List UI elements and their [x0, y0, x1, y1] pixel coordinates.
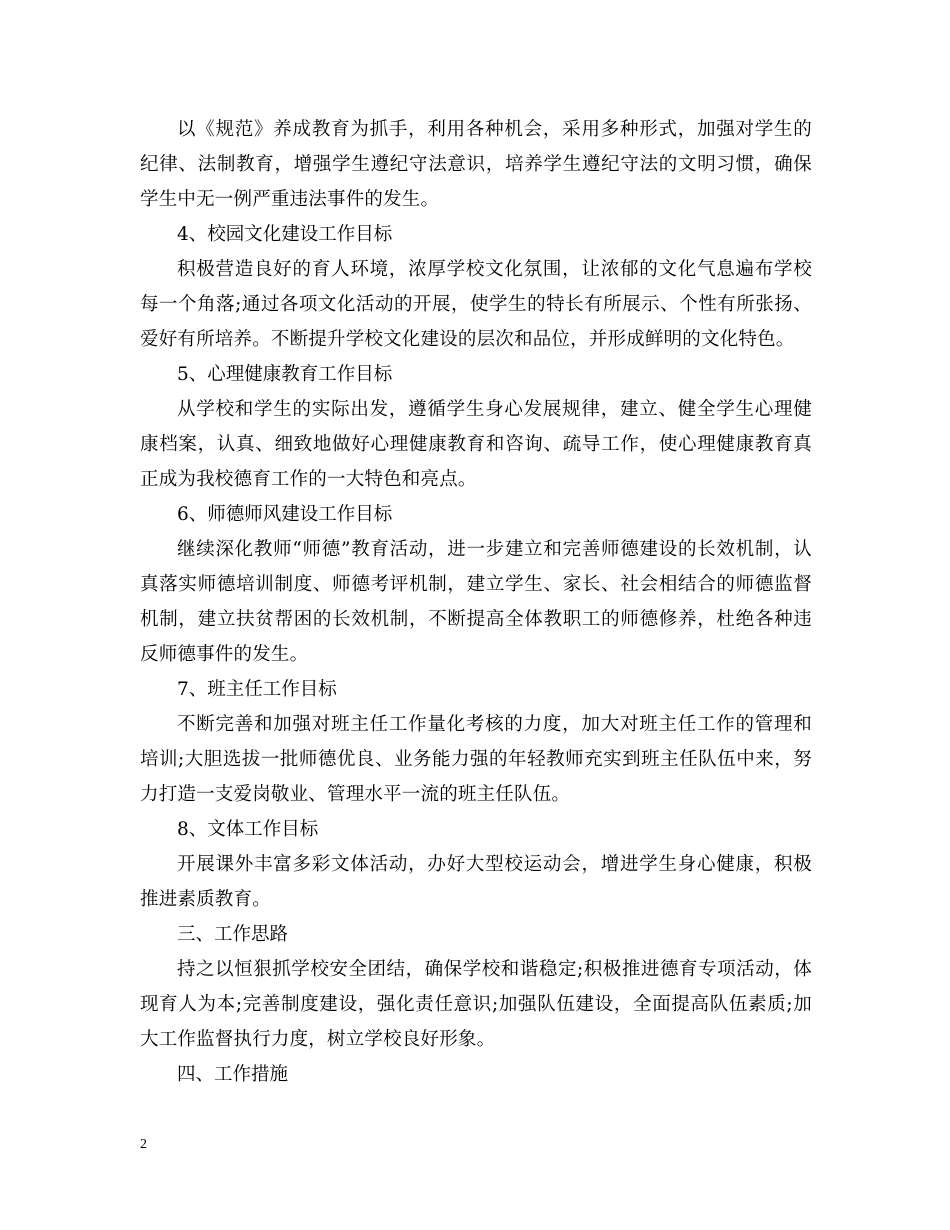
page-number: 2 [140, 1137, 147, 1152]
heading-work-measures: 四、工作措施 [177, 1064, 289, 1085]
paragraph-work-approach: 持之以恒狠抓学校安全团结，确保学校和谐稳定;积极推进德育专项活动，体现育人为本;完善制度建设，强化责任意识;加强队伍建设，全面提高队伍素质;加大工作监督执行力度，树立学校良好形象。 [140, 959, 812, 1050]
heading-campus-culture: 4、校园文化建设工作目标 [177, 224, 393, 245]
heading-class-teacher: 7、班主任工作目标 [177, 679, 337, 700]
paragraph-campus-culture: 积极营造良好的育人环境，浓厚学校文化氛围，让浓郁的文化气息遍布学校每一个角落;通过各项文化活动的开展，使学生的特长有所展示、个性有所张扬、爱好有所培养。不断提升学校文化建设的层次和品位，并形成鲜明的文化特色。 [140, 259, 812, 350]
paragraph-sports-arts: 开展课外丰富多彩文体活动，办好大型校运动会，增进学生身心健康，积极推进素质教育。 [140, 854, 812, 910]
heading-mental-health: 5、心理健康教育工作目标 [177, 364, 393, 385]
document-body [140, 112, 812, 1092]
heading-work-approach: 三、工作思路 [177, 924, 289, 945]
paragraph-class-teacher: 不断完善和加强对班主任工作量化考核的力度，加大对班主任工作的管理和培训;大胆选拔一批师德优良、业务能力强的年轻教师充实到班主任队伍中来，努力打造一支爱岗敬业、管理水平一流的班主任队伍。 [140, 714, 812, 805]
paragraph-teacher-ethics: 继续深化教师“师德”教育活动，进一步建立和完善师德建设的长效机制，认真落实师德培训制度、师德考评机制，建立学生、家长、社会相结合的师德监督机制，建立扶贫帮困的长效机制，不断提高全体教职工的师德修养，杜绝各种违反师德事件的发生。 [140, 539, 812, 665]
heading-teacher-ethics: 6、师德师风建设工作目标 [177, 504, 393, 525]
paragraph-discipline-education: 以《规范》养成教育为抓手，利用各种机会，采用多种形式，加强对学生的纪律、法制教育，增强学生遵纪守法意识，培养学生遵纪守法的文明习惯，确保学生中无一例严重违法事件的发生。 [140, 119, 812, 210]
paragraph-mental-health: 从学校和学生的实际出发，遵循学生身心发展规律，建立、健全学生心理健康档案，认真、细致地做好心理健康教育和咨询、疏导工作，使心理健康教育真正成为我校德育工作的一大特色和亮点。 [140, 399, 812, 490]
heading-sports-arts: 8、文体工作目标 [177, 819, 319, 840]
